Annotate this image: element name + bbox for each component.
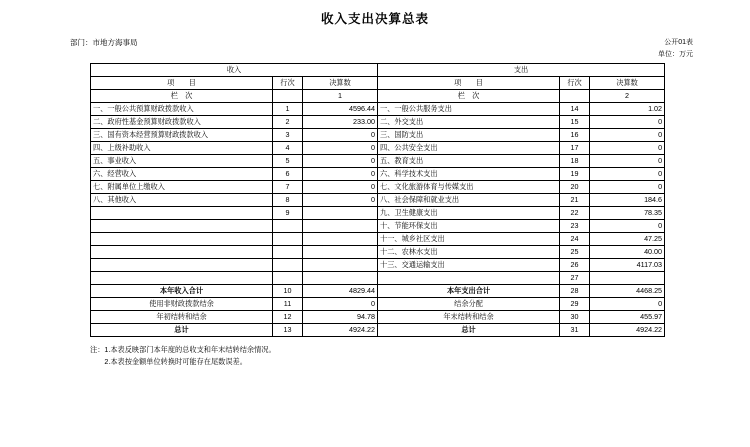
cell-income-value: 94.78 (303, 311, 378, 324)
table-row (91, 142, 665, 155)
cell-income-value: 233.00 (303, 116, 378, 129)
cell-income-item (91, 207, 273, 220)
cell-income-value: 0 (303, 129, 378, 142)
cell-exp-value: 184.6 (590, 194, 665, 207)
cell-income-value (303, 220, 378, 233)
cell-exp-row: 25 (560, 246, 590, 259)
cell-exp-item: 三、国防支出 (378, 129, 560, 142)
table-summary-row (91, 298, 665, 311)
cell-income-value: 0 (303, 298, 378, 311)
cell-exp-item: 十、节能环保支出 (378, 220, 560, 233)
cell-income-item (91, 220, 273, 233)
cell-exp-value: 0 (590, 155, 665, 168)
cell-income-value: 0 (303, 155, 378, 168)
cell-income-row (273, 272, 303, 285)
cell-exp-item: 一、一般公共服务支出 (378, 103, 560, 116)
cell-exp-row: 28 (560, 285, 590, 298)
cell-exp-row: 21 (560, 194, 590, 207)
table-summary (91, 285, 665, 337)
cell-exp-item: 八、社会保障和就业支出 (378, 194, 560, 207)
subheader-income-index: 1 (303, 90, 378, 103)
cell-income-value: 4596.44 (303, 103, 378, 116)
table-group-header-row (91, 64, 665, 77)
unit-note: 单位：万元 (658, 51, 693, 58)
cell-income-row: 7 (273, 181, 303, 194)
cell-exp-row: 16 (560, 129, 590, 142)
cell-exp-item: 六、科学技术支出 (378, 168, 560, 181)
cell-income-value: 0 (303, 142, 378, 155)
cell-income-item: 总计 (91, 324, 273, 337)
cell-income-value (303, 207, 378, 220)
cell-income-value (303, 246, 378, 259)
page-title: 收入支出决算总表 (320, 12, 429, 26)
table-row (91, 259, 665, 272)
cell-income-row (273, 220, 303, 233)
cell-exp-row: 20 (560, 181, 590, 194)
cell-income-row (273, 233, 303, 246)
cell-income-item: 三、国有资本经营预算财政拨款收入 (91, 129, 273, 142)
group-header-expenditure: 支出 (378, 64, 665, 77)
column-header-income-row: 行次 (273, 77, 303, 90)
cell-income-item: 使用非财政拨款结余 (91, 298, 273, 311)
cell-income-item: 八、其他收入 (91, 194, 273, 207)
cell-income-value: 0 (303, 194, 378, 207)
table-row (91, 220, 665, 233)
table-summary-row (91, 324, 665, 337)
cell-exp-value: 0 (590, 116, 665, 129)
cell-exp-row: 30 (560, 311, 590, 324)
cell-income-item: 年初结转和结余 (91, 311, 273, 324)
cell-exp-item: 五、教育支出 (378, 155, 560, 168)
cell-income-row: 3 (273, 129, 303, 142)
cell-income-row: 5 (273, 155, 303, 168)
cell-income-item: 一、一般公共预算财政拨款收入 (91, 103, 273, 116)
cell-exp-item (378, 272, 560, 285)
cell-exp-value: 0 (590, 129, 665, 142)
cell-income-row: 10 (273, 285, 303, 298)
cell-exp-row: 24 (560, 233, 590, 246)
table-row (91, 155, 665, 168)
subheader-income-row (273, 90, 303, 103)
cell-exp-item: 十二、农林水支出 (378, 246, 560, 259)
cell-exp-item: 年末结转和结余 (378, 311, 560, 324)
cell-income-row: 6 (273, 168, 303, 181)
cell-exp-row: 14 (560, 103, 590, 116)
cell-exp-item: 十一、城乡社区支出 (378, 233, 560, 246)
cell-exp-value: 4117.03 (590, 259, 665, 272)
cell-income-value: 0 (303, 168, 378, 181)
subheader-exp-index: 2 (590, 90, 665, 103)
cell-income-row: 1 (273, 103, 303, 116)
budget-table (90, 63, 665, 337)
column-header-income-item: 项 目 (91, 77, 273, 90)
table-row (91, 103, 665, 116)
cell-exp-value: 0 (590, 181, 665, 194)
cell-exp-row: 18 (560, 155, 590, 168)
document-page (0, 9, 750, 447)
table-row (91, 194, 665, 207)
table-summary-row (91, 285, 665, 298)
subheader-exp-row (560, 90, 590, 103)
cell-exp-value: 4468.25 (590, 285, 665, 298)
cell-exp-value: 455.97 (590, 311, 665, 324)
cell-exp-item: 四、公共安全支出 (378, 142, 560, 155)
table-body (91, 103, 665, 285)
cell-exp-item: 九、卫生健康支出 (378, 207, 560, 220)
cell-income-item: 四、上级补助收入 (91, 142, 273, 155)
table-row (91, 272, 665, 285)
table-row (91, 207, 665, 220)
cell-income-item (91, 246, 273, 259)
cell-exp-row: 17 (560, 142, 590, 155)
cell-income-row: 12 (273, 311, 303, 324)
cell-income-item: 五、事业收入 (91, 155, 273, 168)
cell-exp-item: 十三、交通运输支出 (378, 259, 560, 272)
cell-income-row: 13 (273, 324, 303, 337)
cell-exp-value: 47.25 (590, 233, 665, 246)
cell-income-value (303, 233, 378, 246)
group-header-income: 收入 (91, 64, 378, 77)
cell-exp-item: 七、文化旅游体育与传媒支出 (378, 181, 560, 194)
cell-exp-item: 总计 (378, 324, 560, 337)
cell-exp-row: 27 (560, 272, 590, 285)
cell-income-row: 8 (273, 194, 303, 207)
cell-exp-value: 40.00 (590, 246, 665, 259)
cell-income-item: 本年收入合计 (91, 285, 273, 298)
notes-block (90, 344, 750, 368)
cell-exp-item: 本年支出合计 (378, 285, 560, 298)
cell-income-item: 七、附属单位上缴收入 (91, 181, 273, 194)
table-subheader-row (91, 90, 665, 103)
table-column-header-row (91, 77, 665, 90)
table-row (91, 246, 665, 259)
cell-income-item (91, 259, 273, 272)
column-header-income-value: 决算数 (303, 77, 378, 90)
meta-row (0, 37, 750, 58)
column-header-exp-item: 项 目 (378, 77, 560, 90)
cell-income-value: 4924.22 (303, 324, 378, 337)
note-line-2: 2.本表按金额单位转换时可能存在尾数误差。 (90, 357, 247, 366)
cell-income-row (273, 259, 303, 272)
form-code: 公开01表 (664, 39, 693, 46)
table-row (91, 129, 665, 142)
cell-exp-row: 23 (560, 220, 590, 233)
cell-exp-row: 26 (560, 259, 590, 272)
cell-exp-row: 29 (560, 298, 590, 311)
subheader-exp-col: 栏 次 (378, 90, 560, 103)
cell-exp-value: 1.02 (590, 103, 665, 116)
note-line-1: 注：1.本表反映部门本年度的总收支和年末结转结余情况。 (90, 345, 276, 354)
cell-income-item: 六、经营收入 (91, 168, 273, 181)
cell-exp-item: 二、外交支出 (378, 116, 560, 129)
table-row (91, 181, 665, 194)
cell-exp-value: 4924.22 (590, 324, 665, 337)
cell-exp-value (590, 272, 665, 285)
cell-exp-row: 31 (560, 324, 590, 337)
column-header-exp-value: 决算数 (590, 77, 665, 90)
cell-income-value (303, 259, 378, 272)
subheader-income-col: 栏 次 (91, 90, 273, 103)
department-label: 部门：市地方海事局 (70, 38, 138, 47)
cell-income-row: 9 (273, 207, 303, 220)
cell-income-value (303, 272, 378, 285)
cell-exp-value: 0 (590, 142, 665, 155)
cell-income-item: 二、政府性基金预算财政拨款收入 (91, 116, 273, 129)
column-header-exp-row: 行次 (560, 77, 590, 90)
cell-exp-value: 0 (590, 168, 665, 181)
table-row (91, 168, 665, 181)
cell-income-item (91, 272, 273, 285)
cell-income-value: 4829.44 (303, 285, 378, 298)
cell-exp-item: 结余分配 (378, 298, 560, 311)
cell-exp-value: 78.35 (590, 207, 665, 220)
cell-income-row: 4 (273, 142, 303, 155)
cell-exp-row: 22 (560, 207, 590, 220)
cell-exp-value: 0 (590, 220, 665, 233)
cell-income-row: 11 (273, 298, 303, 311)
table-row (91, 116, 665, 129)
table-row (91, 233, 665, 246)
cell-exp-row: 15 (560, 116, 590, 129)
cell-income-row: 2 (273, 116, 303, 129)
cell-income-value: 0 (303, 181, 378, 194)
table-summary-row (91, 311, 665, 324)
cell-exp-value: 0 (590, 298, 665, 311)
cell-income-item (91, 233, 273, 246)
cell-income-row (273, 246, 303, 259)
cell-exp-row: 19 (560, 168, 590, 181)
